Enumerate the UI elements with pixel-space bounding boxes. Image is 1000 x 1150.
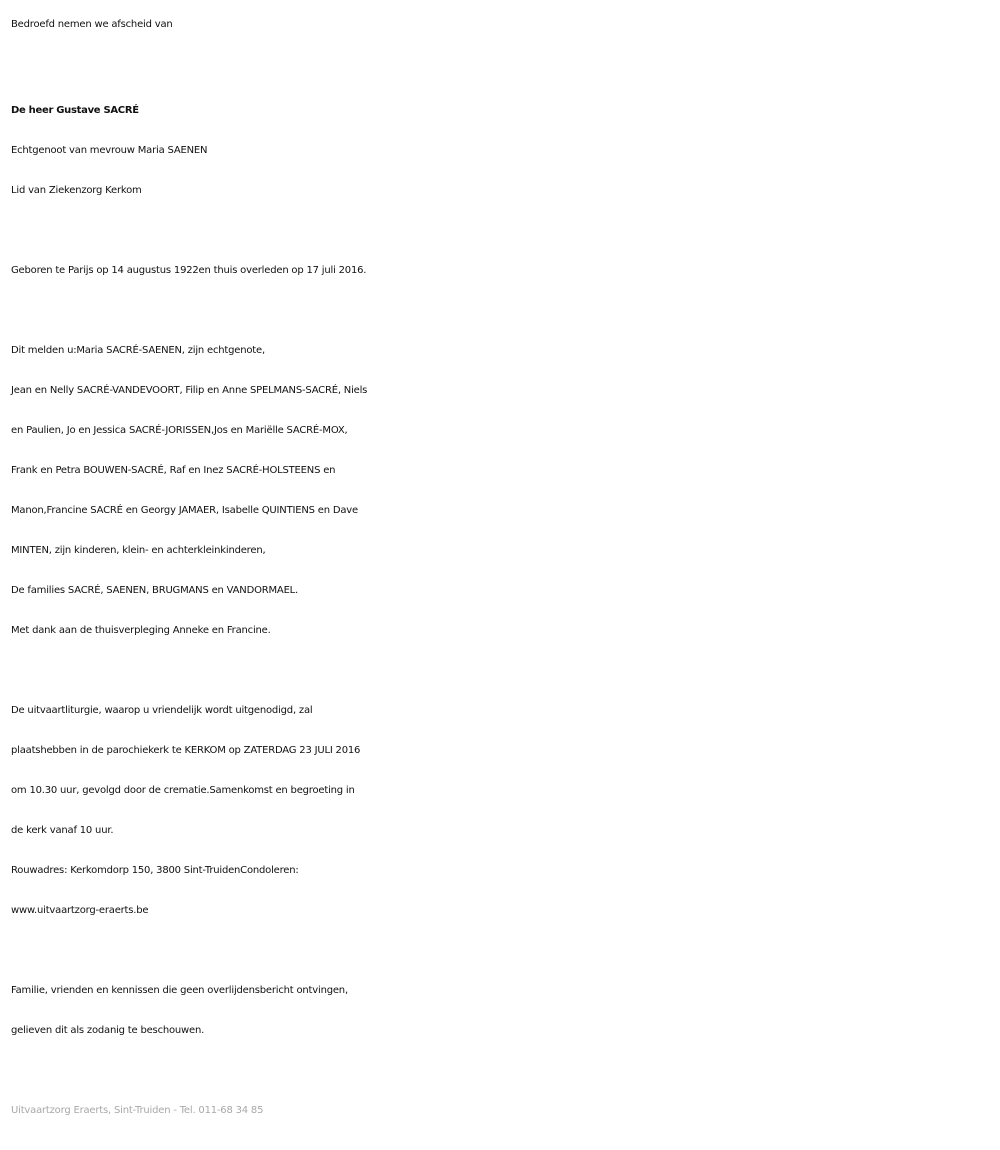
announcers-line: Met dank aan de thuisverpleging Anneke en Francine. bbox=[11, 625, 271, 636]
funeral-paragraph bbox=[11, 691, 991, 931]
announcers-paragraph bbox=[11, 331, 991, 651]
mourning-address-line: Rouwadres: Kerkomdorp 150, 3800 Sint-TruidenCondoleren: bbox=[11, 865, 299, 876]
membership-line: Lid van Ziekenzorg Kerkom bbox=[11, 185, 142, 196]
funeral-home-footer: Uitvaartzorg Eraerts, Sint-Truiden - Tel. 011-68 34 85 bbox=[11, 1105, 264, 1116]
announcers-line: Frank en Petra BOUWEN-SACRÉ, Raf en Inez SACRÉ-HOLSTEENS en bbox=[11, 465, 336, 476]
spouse-line: Echtgenoot van mevrouw Maria SAENEN bbox=[11, 145, 208, 156]
announcers-line: Jean en Nelly SACRÉ-VANDEVOORT, Filip en Anne SPELMANS-SACRÉ, Niels bbox=[11, 385, 368, 396]
funeral-line: De uitvaartliturgie, waarop u vriendelijk wordt uitgenodigd, zal bbox=[11, 705, 313, 716]
funeral-line: om 10.30 uur, gevolgd door de crematie.Samenkomst en begroeting in bbox=[11, 785, 355, 796]
funeral-line: plaatshebben in de parochiekerk te KERKOM op ZATERDAG 23 JULI 2016 bbox=[11, 745, 361, 756]
birth-death-paragraph bbox=[11, 251, 991, 291]
announcers-line: MINTEN, zijn kinderen, klein- en achterkleinkinderen, bbox=[11, 545, 266, 556]
condolence-url: www.uitvaartzorg-eraerts.be bbox=[11, 905, 149, 916]
announcers-line: Manon,Francine SACRÉ en Georgy JAMAER, Isabelle QUINTIENS en Dave bbox=[11, 505, 358, 516]
deceased-name: De heer Gustave SACRÉ bbox=[11, 105, 139, 116]
announcers-line: en Paulien, Jo en Jessica SACRÉ-JORISSEN,Jos en Mariëlle SACRÉ-MOX, bbox=[11, 425, 348, 436]
birth-death-line: Geboren te Parijs op 14 augustus 1922en thuis overleden op 17 juli 2016. bbox=[11, 265, 367, 276]
announcers-line: De families SACRÉ, SAENEN, BRUGMANS en VANDORMAEL. bbox=[11, 585, 299, 596]
closing-paragraph bbox=[11, 971, 991, 1051]
intro-text: Bedroefd nemen we afscheid van bbox=[11, 19, 173, 30]
announcers-line: Dit melden u:Maria SACRÉ-SAENEN, zijn echtgenote, bbox=[11, 345, 265, 356]
death-notice bbox=[11, 0, 991, 1131]
closing-line: Familie, vrienden en kennissen die geen overlijdensbericht ontvingen, bbox=[11, 985, 348, 996]
closing-line: gelieven dit als zodanig te beschouwen. bbox=[11, 1025, 205, 1036]
funeral-line: de kerk vanaf 10 uur. bbox=[11, 825, 114, 836]
